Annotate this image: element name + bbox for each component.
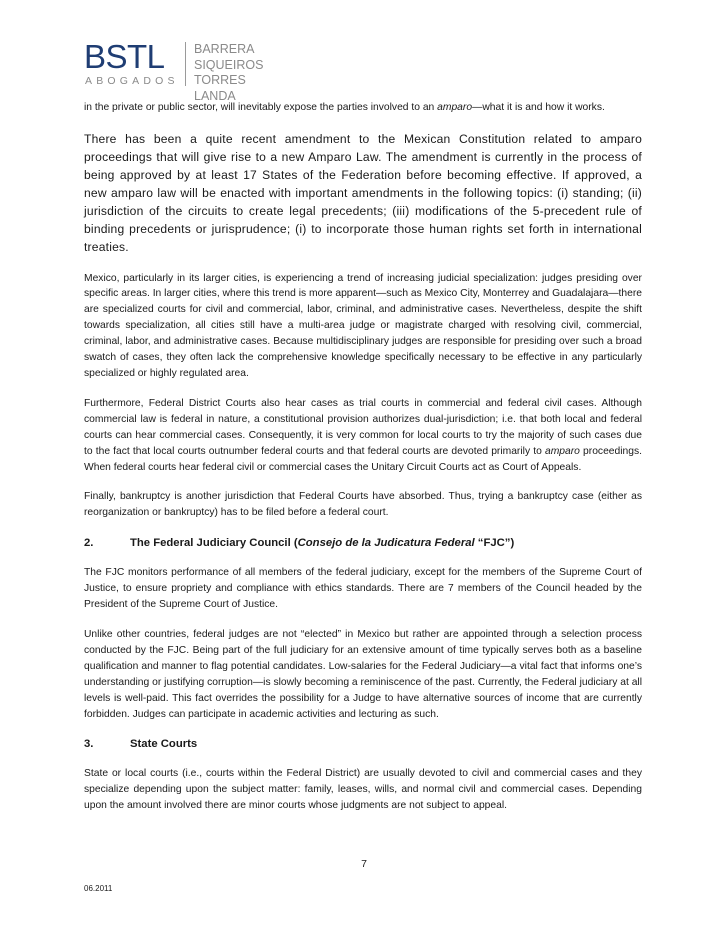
logo-firm-name (194, 42, 263, 104)
logo-name-line: SIQUEIROS (194, 57, 264, 72)
paragraph: Finally, bankruptcy is another jurisdiction that Federal Courts have absorbed. Thus, trying a bankruptcy case (either as reorganization or bankruptcy) has to be filed before a federal court. (84, 491, 642, 519)
page-number: 7 (361, 858, 367, 870)
paragraph-amendment: There has been a quite recent amendment to the Mexican Constitution related to amparo proceedings that will give rise to a new Amparo Law. The amendment is currently in the process of being approved by at least 17 States of the Federation before becoming effective. If approved, a new amparo law will be enacted with important amendments in the following topics: (i) standing; (ii) jurisdiction of the circuits to create legal precedents; (iii) modifications of the 5-precedent rule of binding precedents or jurisprudence; (i) to incorporate those human rights set forth in international treaties. (84, 131, 642, 255)
logo-name-line: BARRERA (194, 42, 255, 56)
section-heading-state-courts: 3. State Courts (84, 738, 198, 751)
logo-subtitle: ABOGADOS (85, 75, 179, 87)
paragraph: The FJC monitors performance of all members of the federal judiciary, except for the members of the Supreme Court of Justice, to ensure propriety and compliance with ethics standards. There are 7 members of the Council headed by the President of the Supreme Court of Justice. (84, 567, 642, 611)
document-body (84, 100, 642, 828)
logo-name-line: TORRES LANDA (194, 73, 246, 103)
paragraph: Mexico, particularly in its larger cities, is experiencing a trend of increasing judicial specialization: judges presiding over specific areas. In larger cities, where this trend is more apparent—such as Mexico City, Monterrey and Guadalajara—there are specialized courts for civil and commercial, labor, criminal, and administrative cases. Nevertheless, despite the shift towards specialization, all cities still have a multi-area judge or magistrate charged with resolving civil, commercial, criminal, labor, and administrative cases. Because multidisciplinary judges are responsible for presiding over such a broad swatch of cases, they often lack the comprehensive knowledge specifically necessary to be effective in any particularly specialized or highly regulated area. (84, 272, 642, 379)
logo-divider (185, 42, 186, 86)
footer-date: 06.2011 (84, 884, 113, 893)
paragraph: in the private or public sector, will inevitably expose the parties involved to an amparo—what it is and how it works. (84, 102, 605, 113)
logo-mark: BSTL (84, 38, 165, 75)
section-heading-fjc: 2. The Federal Judiciary Council (Consejo de la Judicatura Federal “FJC”) (84, 537, 515, 550)
paragraph: State or local courts (i.e., courts within the Federal District) are usually devoted to civil and commercial cases and they specialize depending upon the subject matter: family, leases, wills, and normal civil and commercial cases. Depending upon the amount involved there are minor courts whose judgments are not subject to appeal. (84, 768, 642, 812)
paragraph: Unlike other countries, federal judges are not “elected” in Mexico but rather are appointed through a selection process conducted by the FJC. Being part of the full judiciary for an extensive amount of time typically serves both as a baseline qualification and manner to flag potential candidates. Low-salaries for the Federal Judiciary—a vital fact that informs one’s understanding or justifying corruption—is slowly becoming a reminiscence of the past. Currently, the Federal judiciary at all levels is well-paid. This fact overrides the possibility for a Judge to have alternative sources of income that are currently forbidden. Judges can participate in academic activities and lecturing as such. (84, 628, 642, 720)
paragraph: Furthermore, Federal District Courts also hear cases as trial courts in commercial and federal civil cases. Although commercial law is federal in nature, a constitutional provision authorizes dual-jurisdiction; i.e. that both local and federal courts can hear commercial cases. Consequently, it is very common for local courts to try the majority of such cases due to the fact that local courts outnumber federal courts and that federal courts are devoted primarily to amparo proceedings. When federal courts hear federal civil or commercial cases the Unitary Circuit Courts act as Court of Appeals. (84, 397, 642, 473)
